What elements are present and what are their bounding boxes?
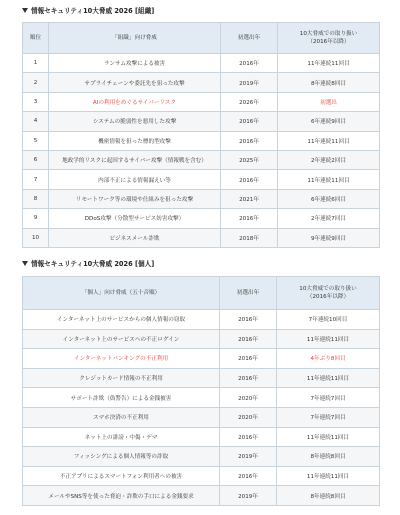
- handling-cell: 7年連続7回目: [277, 388, 380, 408]
- threat-cell: リモートワーク等の環境や仕組みを狙った攻撃: [49, 189, 221, 208]
- personal-table-header-row: [23, 277, 380, 310]
- table-row: [23, 170, 380, 189]
- first-year-cell: 2016年: [221, 170, 278, 189]
- handling-cell: 11年連続11回目: [277, 368, 380, 388]
- threat-cell: 不正アプリによるスマートフォン利用者への被害: [23, 466, 220, 486]
- handling-cell: 2年連続7回目: [278, 209, 380, 228]
- first-year-cell: 2019年: [220, 447, 277, 467]
- handling-cell: 11年連続11回目: [277, 329, 380, 349]
- header-threat: 「組織」向け脅威: [49, 23, 221, 54]
- handling-cell: 初選出: [278, 92, 380, 111]
- handling-cell: 7年連続10回目: [277, 310, 380, 330]
- header-handling-line1: 10大脅威での取り扱い: [299, 286, 357, 292]
- threat-cell: インターネットバンキングの不正利用: [23, 349, 220, 369]
- threat-cell: 機密情報を狙った標的型攻撃: [49, 131, 221, 150]
- rank-cell: 1: [23, 54, 49, 73]
- threat-cell: スマホ決済の不正利用: [23, 407, 220, 427]
- table-row: [23, 447, 380, 467]
- first-year-cell: 2016年: [220, 466, 277, 486]
- org-title-text: 情報セキュリティ10大脅威 2026 [組織]: [31, 7, 155, 15]
- threat-cell: ランサム攻撃による被害: [49, 54, 221, 73]
- first-year-cell: 2016年: [221, 54, 278, 73]
- first-year-cell: 2016年: [220, 368, 277, 388]
- threat-cell: DDoS攻撃（分散型サービス妨害攻撃）: [49, 209, 221, 228]
- table-row: [23, 349, 380, 369]
- first-year-cell: 2016年: [221, 209, 278, 228]
- table-row: [23, 209, 380, 228]
- triangle-down-icon: [22, 261, 28, 266]
- first-year-cell: 2016年: [220, 427, 277, 447]
- header-first-year: 初選出年: [221, 23, 278, 54]
- first-year-cell: 2016年: [221, 112, 278, 131]
- table-row: [23, 228, 380, 247]
- header-handling: [278, 23, 380, 54]
- threat-cell: インターネット上のサービスへの不正ログイン: [23, 329, 220, 349]
- table-row: [23, 92, 380, 111]
- triangle-down-icon: [22, 8, 28, 13]
- handling-cell: 11年連続11回目: [278, 54, 380, 73]
- handling-cell: 6年連続9回目: [278, 112, 380, 131]
- table-row: [23, 427, 380, 447]
- rank-cell: 4: [23, 112, 49, 131]
- first-year-cell: 2020年: [220, 407, 277, 427]
- personal-threats-table: [22, 276, 380, 506]
- first-year-cell: 2016年: [220, 349, 277, 369]
- rank-cell: 6: [23, 150, 49, 169]
- table-row: [23, 189, 380, 208]
- personal-title-text: 情報セキュリティ10大脅威 2026 [個人]: [31, 260, 155, 268]
- table-row: [23, 54, 380, 73]
- table-row: [23, 368, 380, 388]
- table-row: [23, 112, 380, 131]
- header-handling-line2: （2016年以降）: [306, 294, 350, 300]
- handling-cell: 11年連続11回目: [277, 427, 380, 447]
- threat-cell: AIの利用をめぐるサイバーリスク: [49, 92, 221, 111]
- rank-cell: 8: [23, 189, 49, 208]
- handling-cell: 8年連続8回目: [277, 447, 380, 467]
- handling-cell: 6年連続6回目: [278, 189, 380, 208]
- header-threat: 「個人」向け脅威（五十音順）: [23, 277, 220, 310]
- threat-cell: 内部不正による情報漏えい等: [49, 170, 221, 189]
- table-row: [23, 131, 380, 150]
- first-year-cell: 2016年: [220, 310, 277, 330]
- table-row: [23, 486, 380, 506]
- handling-cell: 7年連続7回目: [277, 407, 380, 427]
- personal-section-title: [22, 258, 154, 268]
- handling-cell: 11年連続11回目: [277, 466, 380, 486]
- first-year-cell: 2025年: [221, 150, 278, 169]
- first-year-cell: 2018年: [221, 228, 278, 247]
- header-rank: 順位: [23, 23, 49, 54]
- table-row: [23, 388, 380, 408]
- rank-cell: 10: [23, 228, 49, 247]
- handling-cell: 8年連続8回目: [278, 73, 380, 92]
- handling-cell: 9年連続9回目: [278, 228, 380, 247]
- org-table-header-row: [23, 23, 380, 54]
- rank-cell: 7: [23, 170, 49, 189]
- threat-cell: サプライチェーンや委託先を狙った攻撃: [49, 73, 221, 92]
- threat-cell: ビジネスメール詐欺: [49, 228, 221, 247]
- handling-cell: 8年連続8回目: [277, 486, 380, 506]
- table-row: [23, 329, 380, 349]
- rank-cell: 5: [23, 131, 49, 150]
- table-row: [23, 466, 380, 486]
- header-first-year: 初選出年: [220, 277, 277, 310]
- first-year-cell: 2016年: [221, 131, 278, 150]
- first-year-cell: 2016年: [220, 329, 277, 349]
- org-threats-table: [22, 22, 380, 248]
- rank-cell: 9: [23, 209, 49, 228]
- threat-cell: サポート詐欺（偽警告）による金銭被害: [23, 388, 220, 408]
- rank-cell: 3: [23, 92, 49, 111]
- header-handling-line2: （2016年以降）: [307, 39, 350, 45]
- header-handling: [277, 277, 380, 310]
- table-row: [23, 310, 380, 330]
- table-row: [23, 73, 380, 92]
- threat-cell: ネット上の誹謗・中傷・デマ: [23, 427, 220, 447]
- threat-cell: システムの脆弱性を悪用した攻撃: [49, 112, 221, 131]
- table-row: [23, 407, 380, 427]
- first-year-cell: 2020年: [220, 388, 277, 408]
- first-year-cell: 2021年: [221, 189, 278, 208]
- table-row: [23, 150, 380, 169]
- threat-cell: インターネット上のサービスからの個人情報の窃取: [23, 310, 220, 330]
- header-handling-line1: 10大脅威での取り扱い: [299, 31, 358, 37]
- handling-cell: 4年ぶり8回目: [277, 349, 380, 369]
- handling-cell: 11年連続11回目: [278, 170, 380, 189]
- org-section-title: [22, 5, 154, 15]
- threat-cell: フィッシングによる個人情報等の詐取: [23, 447, 220, 467]
- threat-cell: 地政学的リスクに起因するサイバー攻撃（情報戦を含む）: [49, 150, 221, 169]
- first-year-cell: 2026年: [221, 92, 278, 111]
- rank-cell: 2: [23, 73, 49, 92]
- threat-cell: クレジットカード情報の不正利用: [23, 368, 220, 388]
- threat-cell: メールやSNS等を使った脅迫・詐欺の手口による金銭要求: [23, 486, 220, 506]
- first-year-cell: 2019年: [220, 486, 277, 506]
- handling-cell: 2年連続2回目: [278, 150, 380, 169]
- first-year-cell: 2019年: [221, 73, 278, 92]
- handling-cell: 11年連続11回目: [278, 131, 380, 150]
